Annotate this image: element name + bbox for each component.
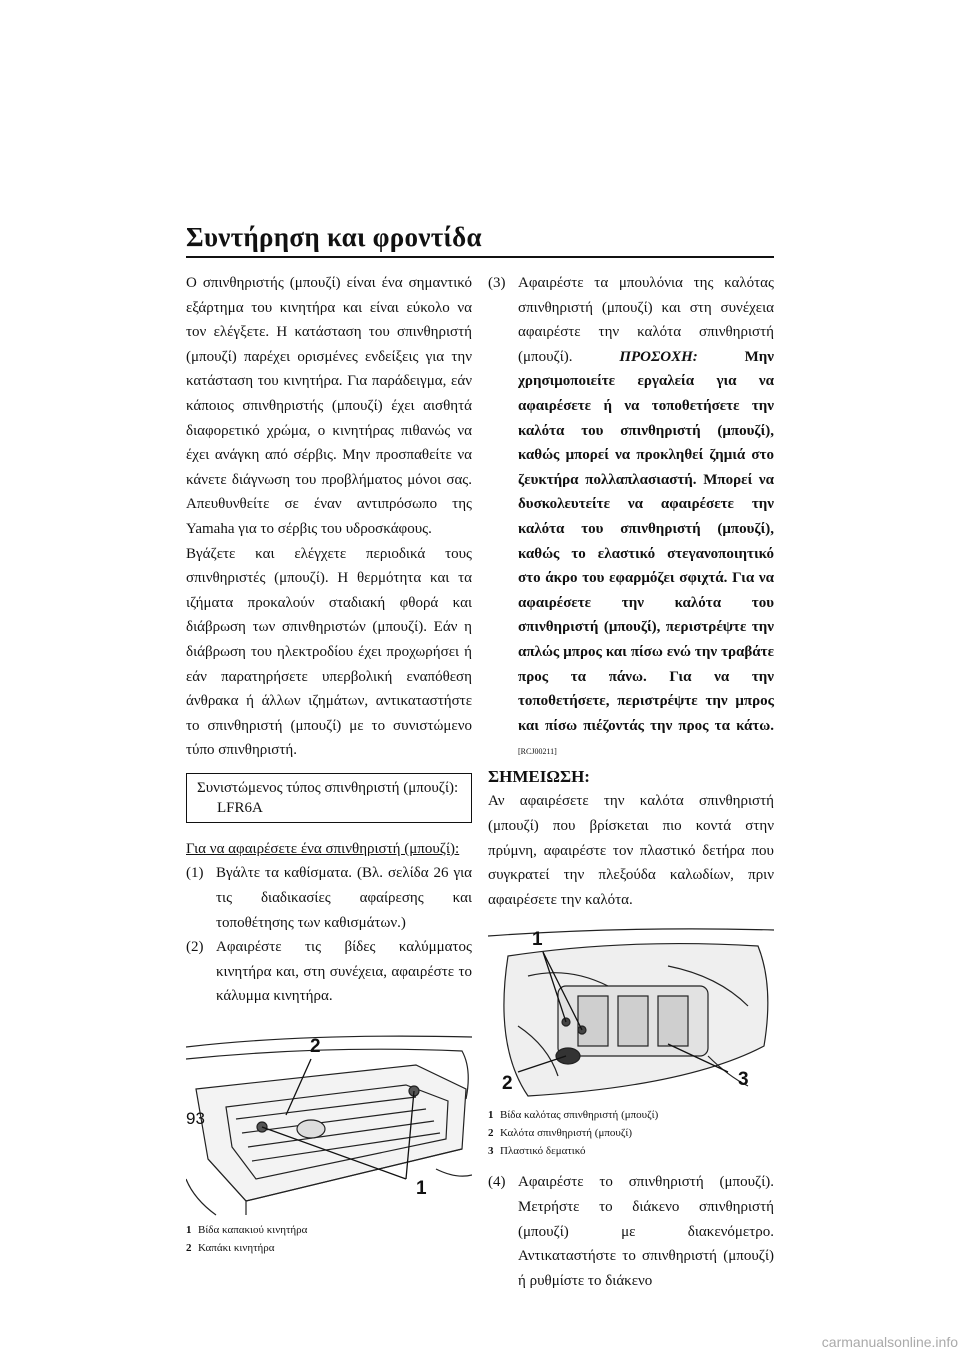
recommended-plug-value: LFR6A xyxy=(217,799,263,816)
caution-code: [RCJ00211] xyxy=(518,747,557,757)
fig2-caption-item: 2 Καλότα σπινθηριστή (μπουζί) xyxy=(488,1127,633,1140)
step-2 xyxy=(186,935,472,1009)
engine-cover-illustration xyxy=(186,1029,472,1219)
fig1-callout-2: 2 xyxy=(310,1036,321,1058)
fig1-callout-1: 1 xyxy=(416,1178,427,1200)
recommended-plug-box xyxy=(186,773,472,823)
fig1-caption-item: 1 Βίδα καπακιού κινητήρα xyxy=(186,1224,308,1237)
step-4 xyxy=(488,1170,774,1293)
fig2-caption xyxy=(488,1106,774,1160)
note-text: Αν αφαιρέσετε την καλότα σπινθηριστή (μπουζί) που βρίσκεται πιο κοντά στην πρύμνη, αφαιρέστε τον πλαστικό δετήρα που συγκρατεί την πλεξούδα καλωδίων, πριν αφαιρέσετε την καλότα. xyxy=(488,793,774,908)
watermark: carmanualsonline.info xyxy=(821,1334,958,1350)
fig2-callout-1: 1 xyxy=(532,929,543,951)
intro-paragraph: Ο σπινθηριστής (μπουζί) είναι ένα σημαντικό εξάρτημα του κινητήρα και είναι εύκολο να τον ελέγξετε. Η κατάσταση του σπινθηριστή (μπουζί) παρέχει ορισμένες ενδείξεις για την κατάσταση του κινητήρα. Για παράδειγμα, εάν κάποιος σπινθηριστής (μπουζί) έχει αισθητά διαφορετικό χρώμα, ο κινητήρας πιθανώς να έχει ανάγκη από σέρβις. Μην προσπαθείτε να κάνετε διάγνωση του προβλήματος μόνοι σας. Απευθυνθείτε σε έναν αντιπρόσωπο της Yamaha για το σέρβις του υδροσκάφους. xyxy=(186,275,472,537)
fig2-caption-item: 3 Πλαστικό δεματικό xyxy=(488,1145,586,1158)
step-4-number: (4) xyxy=(488,1174,506,1191)
fig1-caption-item: 2 Καπάκι κινητήρα xyxy=(186,1242,275,1255)
page-number: 93 xyxy=(186,1109,205,1128)
caution-text: Μην χρησιμοποιείτε εργαλεία για να αφαιρέσετε ή να τοποθετήσετε την καλότα του σπινθηριστή (μπουζί), καθώς μπορεί να προκληθεί ζημιά στο ζευκτήρα πολλαπλασιαστή. Μπορεί να δυσκολευτείτε να αφαιρέσετε την καλότα του σπινθηριστή (μπουζί), καθώς το ελαστικό στεγανοποιητικό στο άκρο του εφαρμόζει σφιχτά. Για να αφαιρέσετε την καλότα του σπινθηριστή (μπουζί), περιστρέψτε την απλώς μπρος και πίσω ενώ την τραβάτε προς τα πάνω. Για να την τοποθετήσετε, περιστρέψτε την μπρος και πίσω πιέζοντάς την προς τα κάτω. xyxy=(518,348,774,734)
step-1-text: Βγάλτε τα καθίσματα. (Βλ. σελίδα 26 για τις διαδικασίες αφαίρεσης και τοποθέτησης των καθισμάτων.) xyxy=(216,865,472,931)
inspection-paragraph: Βγάζετε και ελέγχετε περιοδικά τους σπινθηριστές (μπουζί). Η θερμότητα και τα ιζήματα προκαλούν σταδιακή φθορά και διάβρωση των σπινθηριστών (μπουζί). Εάν η διάβρωση του ηλεκτροδίου έχει προχωρήσει ή εάν παρατηρήσετε υπερβολική εναπόθεση άνθρακα ή άλλων ιζημάτων, αντικαταστήστε το σπινθηριστή (μπουζί) με το συνιστώμενο τύπο σπινθηριστή. xyxy=(186,545,472,759)
caution-label: ΠΡΟΣΟΧΗ: xyxy=(619,348,698,365)
step-1-number: (1) xyxy=(186,865,204,882)
step-4-text: Αφαιρέστε το σπινθηριστή (μπουζί). Μετρήστε το διάκενο σπινθηριστή (μπουζί) με διακενόμετρο. Αντικαταστήστε το σπινθηριστή (μπουζί) ή ρυθμίστε το διάκενο xyxy=(518,1174,774,1289)
step-3-text: Αφαιρέστε τα μπουλόνια της καλότας σπινθηριστή (μπουζί) και στη συνέχεια αφαιρέστε την καλότα σπινθηριστή (μπουζί). xyxy=(518,275,774,365)
fig2-callout-3: 3 xyxy=(738,1069,749,1091)
step-3-number: (3) xyxy=(488,275,506,291)
step-3 xyxy=(488,271,774,765)
title-rule xyxy=(186,256,774,258)
fig1-caption xyxy=(186,1221,472,1257)
removal-subheading: Για να αφαιρέσετε ένα σπινθηριστή (μπουζί): xyxy=(186,840,460,857)
right-column xyxy=(488,271,774,1293)
step-2-text: Αφαιρέστε τις βίδες καλύμματος κινητήρα και, στη συνέχεια, αφαιρέστε το κάλυμμα κινητήρα. xyxy=(216,939,472,1005)
page-title: Συντήρηση και φροντίδα xyxy=(186,222,482,252)
note-heading: ΣΗΜΕΙΩΣΗ: xyxy=(488,766,590,786)
plug-cap-illustration xyxy=(488,926,774,1104)
step-2-number: (2) xyxy=(186,939,204,956)
step-1 xyxy=(186,861,472,935)
fig2-callout-2: 2 xyxy=(502,1073,513,1095)
plug-cap-figure xyxy=(488,926,774,1104)
left-column xyxy=(186,271,472,1257)
recommended-plug-label: Συνιστώμενος τύπος σπινθηριστή (μπουζί): xyxy=(197,779,459,796)
fig2-caption-item: 1 Βίδα καλότας σπινθηριστή (μπουζί) xyxy=(488,1109,659,1122)
engine-cover-figure xyxy=(186,1029,472,1219)
